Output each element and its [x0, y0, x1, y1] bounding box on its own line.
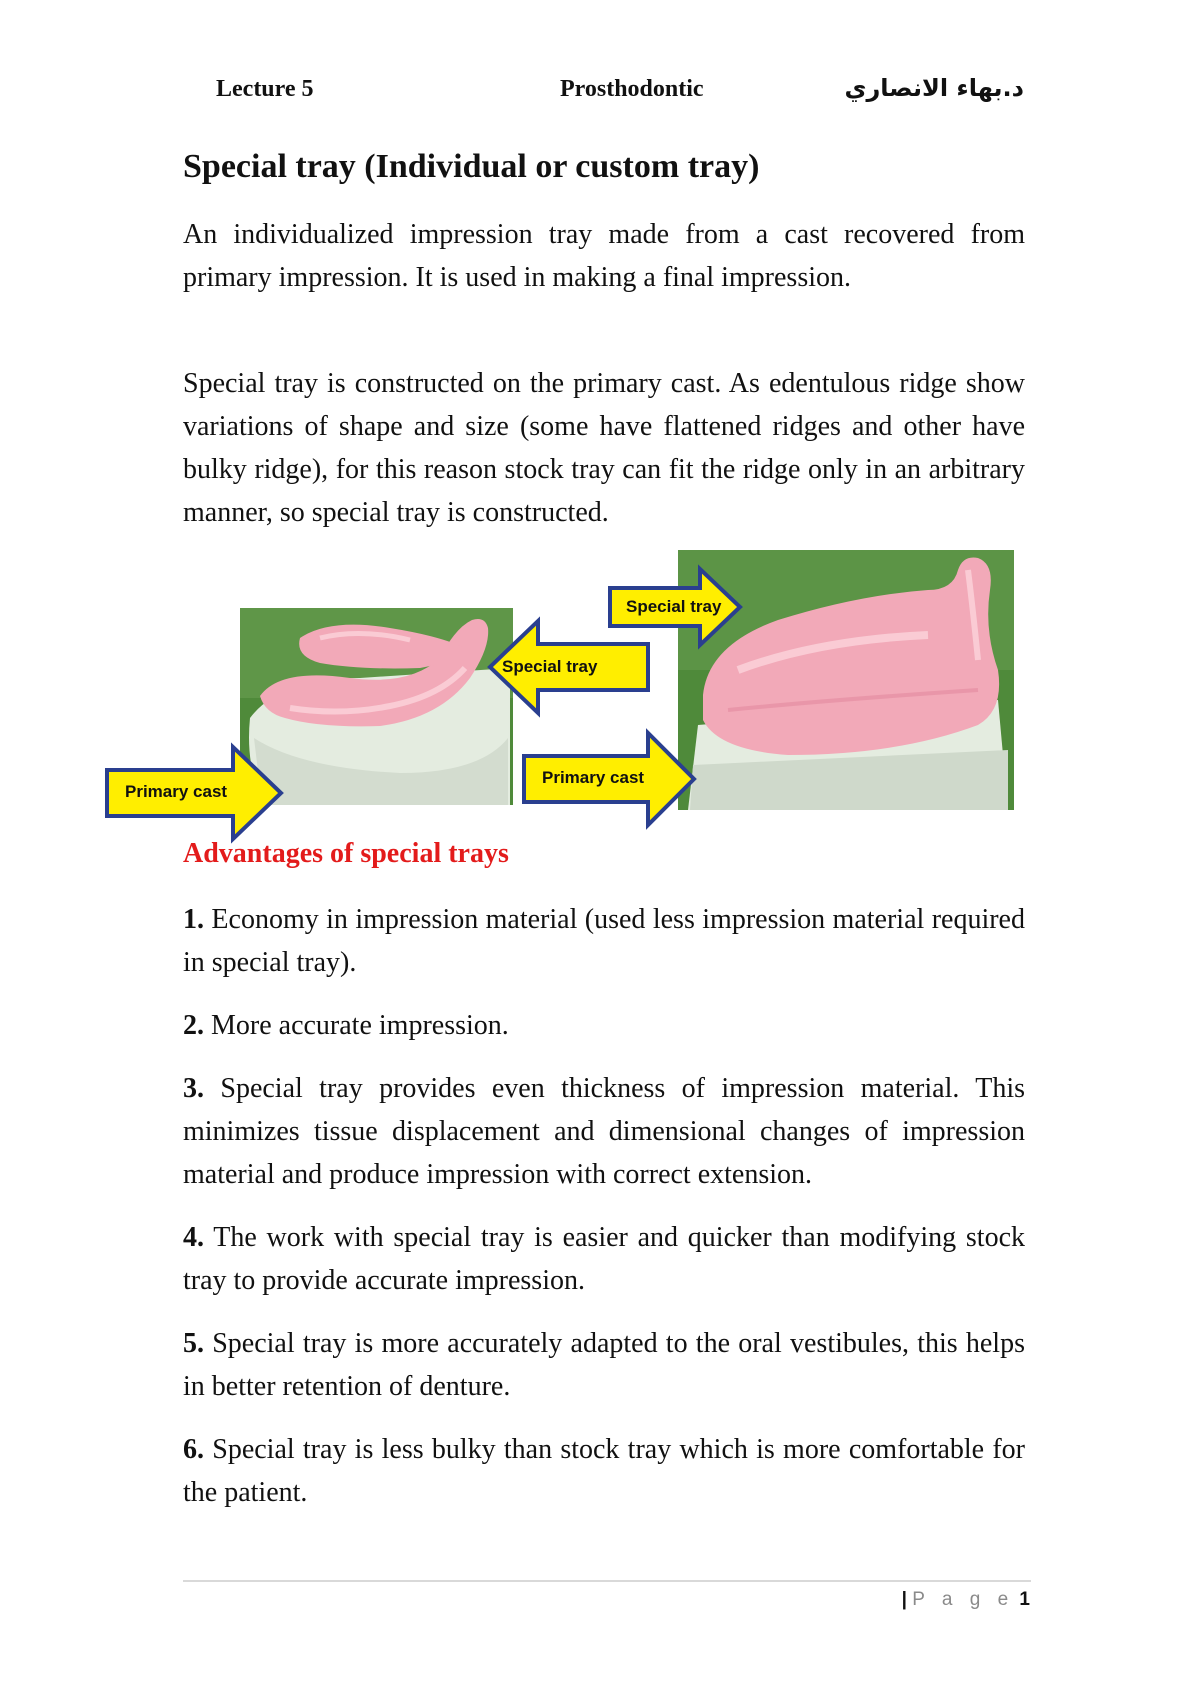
item-text: Economy in impression material (used less impression material required in special tray).: [183, 904, 1025, 978]
advantages-heading: Advantages of special trays: [183, 838, 509, 869]
item-text: More accurate impression.: [204, 1010, 509, 1041]
page-footer: [902, 1589, 1030, 1611]
item-number: 1.: [183, 904, 204, 935]
callout-primary-cast-right: [522, 730, 696, 828]
page-header: [0, 70, 1200, 110]
page-number: 1: [1019, 1589, 1030, 1610]
callout-special-tray-left: [488, 618, 650, 716]
construction-paragraph: Special tray is constructed on the primary cast. As edentulous ridge show variations of shape and size (some have flattened ridges and other have bulky ridge), for this reason stock tray can fit the ridge only in an arbitrary manner, so special tray is constructed.: [183, 368, 1025, 528]
list-item: [183, 1322, 1025, 1408]
list-item: [183, 1004, 1025, 1047]
item-text: Special tray is less bulky than stock tray which is more comfortable for the patient.: [183, 1434, 1025, 1508]
page-title: Special tray (Individual or custom tray): [183, 148, 760, 185]
definition-paragraph: An individualized impression tray made from a cast recovered from primary impression. It is used in making a final impression.: [183, 219, 1025, 293]
list-item: [183, 1216, 1025, 1302]
callout-label: Special tray: [626, 597, 722, 616]
footer-divider: [183, 1580, 1031, 1582]
footer-separator: |: [901, 1589, 907, 1610]
callout-primary-cast-left: [105, 744, 283, 842]
subject-label: Prosthodontic: [560, 76, 704, 102]
callout-label: Special tray: [502, 657, 598, 676]
list-item: [183, 1067, 1025, 1196]
advantages-list: [183, 898, 1025, 1534]
author-label: د.بهاء الانصاري: [844, 74, 1024, 102]
item-number: 6.: [183, 1434, 204, 1465]
item-number: 2.: [183, 1010, 204, 1041]
lecture-label: Lecture 5: [216, 76, 314, 102]
list-item: [183, 898, 1025, 984]
callout-label: Primary cast: [542, 768, 645, 787]
item-number: 4.: [183, 1222, 204, 1253]
item-number: 3.: [183, 1073, 204, 1104]
item-text: Special tray is more accurately adapted to the oral vestibules, this helps in better retention of denture.: [183, 1328, 1025, 1402]
item-text: The work with special tray is easier and quicker than modifying stock tray to provide accurate impression.: [183, 1222, 1025, 1296]
item-number: 5.: [183, 1328, 204, 1359]
callout-label: Primary cast: [125, 782, 228, 801]
item-text: Special tray provides even thickness of impression material. This minimizes tissue displacement and dimensional changes of impression material and produce impression with correct extension.: [183, 1073, 1025, 1190]
list-item: [183, 1428, 1025, 1514]
page-word: P a g e: [912, 1589, 1015, 1610]
